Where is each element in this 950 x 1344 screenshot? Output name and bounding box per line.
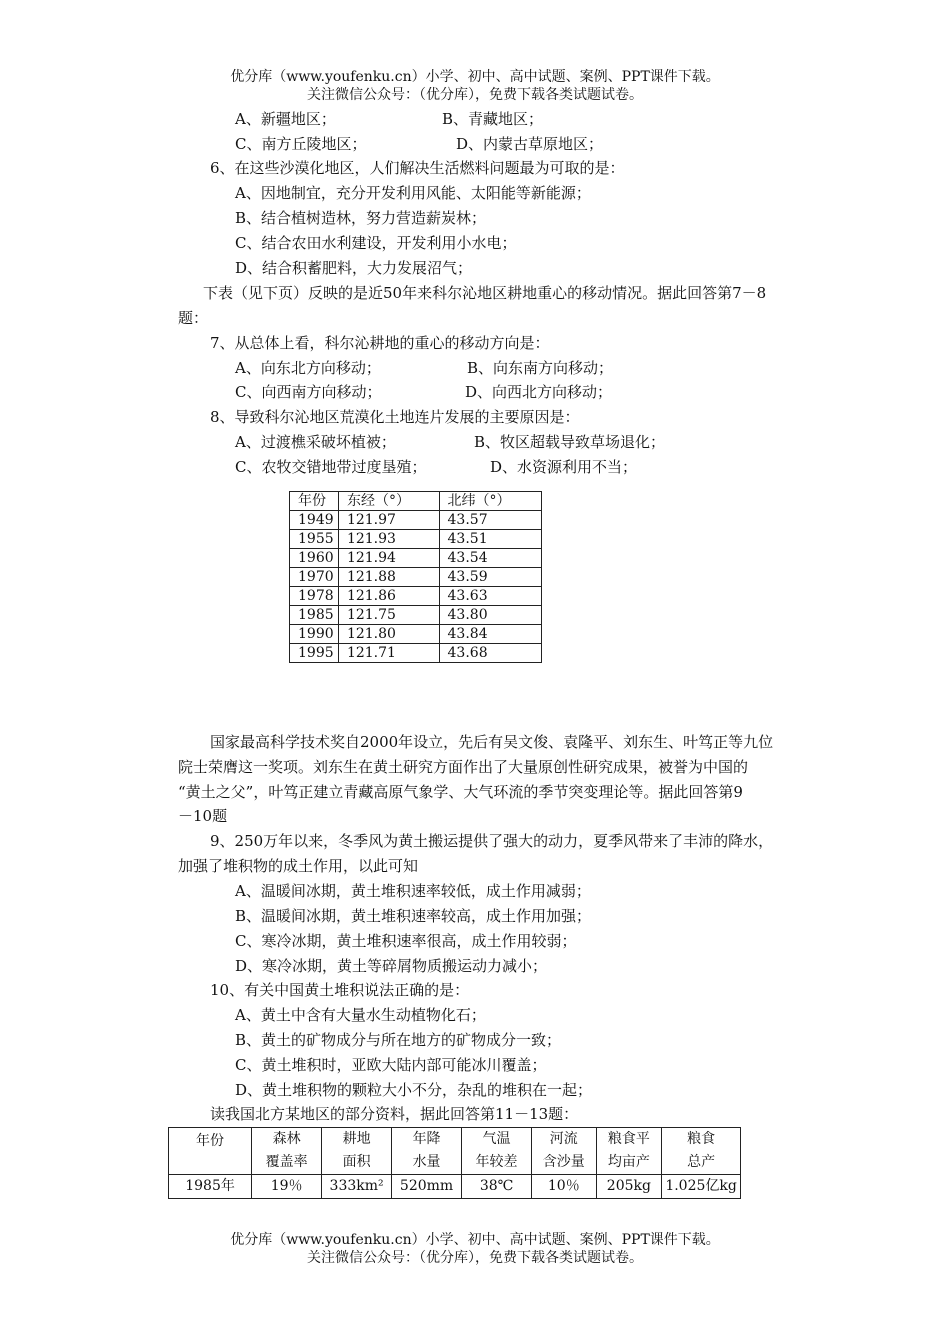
page-footer-line1: 优分库（www.youfenku.cn）小学、初中、高中试题、案例、PPT课件下载。 (230, 1232, 720, 1248)
table-row (290, 644, 542, 663)
q8-option-d: D、水资源利用不当； (490, 458, 638, 476)
q5-option-d: D、内蒙古草原地区； (456, 135, 604, 153)
latitude-cell: 43.51 (439, 530, 541, 549)
q7-stem: 7、从总体上看，科尔沁耕地的重心的移动方向是： (210, 334, 550, 352)
longitude-cell: 121.80 (338, 625, 439, 644)
longitude-cell: 121.88 (338, 568, 439, 587)
latitude-cell: 43.84 (439, 625, 541, 644)
table-row (290, 568, 542, 587)
q8-stem: 8、导致科尔沁地区荒漠化土地连片发展的主要原因是： (210, 408, 580, 426)
longitude-cell: 121.75 (338, 606, 439, 625)
intro-9-10-line3: “黄土之父”，叶笃正建立青藏高原气象学、大气环流的季节突变理论等。据此回答第9 (178, 783, 743, 801)
table-row (290, 625, 542, 644)
longitude-cell: 121.94 (338, 549, 439, 568)
year-cell: 1949 (290, 511, 339, 530)
q6-option-a: A、因地制宜，充分开发利用风能、太阳能等新能源； (235, 184, 591, 202)
latitude-cell: 43.57 (439, 511, 541, 530)
page-footer-line2: 关注微信公众号：（优分库），免费下载各类试题试卷。 (307, 1250, 643, 1266)
table-row (290, 587, 542, 606)
q7-option-c: C、向西南方向移动； (235, 383, 382, 401)
q9-option-c: C、寒冷冰期，黄土堆积速率很高，成土作用较弱； (235, 932, 577, 950)
table-row (290, 530, 542, 549)
q9-option-d: D、寒冷冰期，黄土等碎屑物质搬运动力减小； (235, 957, 548, 975)
table-header-row (290, 492, 542, 511)
cell-river-sediment: 10％ (532, 1175, 597, 1199)
year-cell: 1955 (290, 530, 339, 549)
intro-7-8-line1: 下表（见下页）反映的是近50年来科尔沁地区耕地重心的移动情况。据此回答第7－8 (203, 284, 767, 302)
intro-9-10-line1: 国家最高科学技术奖自2000年设立，先后有吴文俊、袁隆平、刘东生、叶笃正等九位 (210, 733, 774, 751)
latitude-cell: 43.63 (439, 587, 541, 606)
table-header-cell: 北纬（°） (439, 492, 541, 511)
q10-option-d: D、黄土堆积物的颗粒大小不分，杂乱的堆积在一起； (235, 1081, 593, 1099)
intro-9-10-line4: －10题 (178, 807, 228, 825)
cell-forest-coverage: 19％ (252, 1175, 322, 1199)
cell-farmland-area: 333km² (322, 1175, 392, 1199)
intro-11-13: 读我国北方某地区的部分资料，据此回答第11－13题： (210, 1105, 579, 1123)
table-row (169, 1175, 741, 1199)
header-annual-temp-range: 气温 年较差 (462, 1128, 532, 1175)
q7-option-a: A、向东北方向移动； (235, 359, 381, 377)
q9-option-b: B、温暖间冰期，黄土堆积速率较高，成土作用加强； (235, 907, 592, 925)
q10-option-a: A、黄土中含有大量水生动植物化石； (235, 1006, 486, 1024)
q10-option-c: C、黄土堆积时，亚欧大陆内部可能冰川覆盖； (235, 1056, 547, 1074)
header-farmland-area: 耕地 面积 (322, 1128, 392, 1175)
longitude-cell: 121.71 (338, 644, 439, 663)
cell-grain-total: 1.025亿kg (662, 1175, 741, 1199)
q9-option-a: A、温暖间冰期，黄土堆积速率较低，成土作用减弱； (235, 882, 591, 900)
longitude-cell: 121.97 (338, 511, 439, 530)
q8-option-a: A、过渡樵采破坏植被； (235, 433, 396, 451)
header-forest-coverage: 森林 覆盖率 (252, 1128, 322, 1175)
table-row (290, 549, 542, 568)
year-cell: 1995 (290, 644, 339, 663)
table-header-row (169, 1128, 741, 1175)
centroid-table (289, 491, 542, 663)
q6-option-c: C、结合农田水利建设，开发利用小水电； (235, 234, 517, 252)
header-annual-precipitation: 年降 水量 (392, 1128, 462, 1175)
longitude-cell: 121.86 (338, 587, 439, 606)
cell-annual-temp-range: 38℃ (462, 1175, 532, 1199)
table-row (290, 606, 542, 625)
page-header-line2: 关注微信公众号：（优分库），免费下载各类试题试卷。 (307, 87, 643, 103)
page-header-line1: 优分库（www.youfenku.cn）小学、初中、高中试题、案例、PPT课件下载。 (230, 69, 720, 85)
header-river-sediment: 河流 含沙量 (532, 1128, 597, 1175)
year-cell: 1978 (290, 587, 339, 606)
q9-stem-line2: 加强了堆积物的成土作用，以此可知 (178, 857, 419, 875)
intro-7-8-line2: 题： (178, 309, 209, 327)
table-header-cell: 年份 (290, 492, 339, 511)
cell-annual-precipitation: 520mm (392, 1175, 462, 1199)
year-cell: 1985 (290, 606, 339, 625)
intro-9-10-line2: 院士荣膺这一奖项。刘东生在黄土研究方面作出了大量原创性研究成果，被誉为中国的 (178, 758, 749, 776)
cell-grain-yield-per-mu: 205kg (596, 1175, 662, 1199)
year-cell: 1970 (290, 568, 339, 587)
q8-option-b: B、牧区超载导致草场退化； (474, 433, 666, 451)
longitude-cell: 121.93 (338, 530, 439, 549)
cell-year: 1985年 (169, 1175, 252, 1199)
latitude-cell: 43.68 (439, 644, 541, 663)
year-cell: 1990 (290, 625, 339, 644)
q8-option-c: C、农牧交错地带过度垦殖； (235, 458, 427, 476)
q7-option-b: B、向东南方向移动； (467, 359, 614, 377)
q5-option-b: B、青藏地区； (442, 110, 544, 128)
header-grain-yield-per-mu: 粮食平 均亩产 (596, 1128, 662, 1175)
table-header-cell: 东经（°） (338, 492, 439, 511)
q10-option-b: B、黄土的矿物成分与所在地方的矿物成分一致； (235, 1031, 562, 1049)
latitude-cell: 43.54 (439, 549, 541, 568)
q5-option-c: C、南方丘陵地区； (235, 135, 367, 153)
latitude-cell: 43.80 (439, 606, 541, 625)
q6-option-b: B、结合植树造林，努力营造薪炭林； (235, 209, 487, 227)
q5-option-a: A、新疆地区； (235, 110, 336, 128)
region-data-table (168, 1127, 741, 1199)
header-year: 年份 (169, 1128, 252, 1175)
q6-option-d: D、结合积蓄肥料，大力发展沼气； (235, 259, 473, 277)
q10-stem: 10、有关中国黄土堆积说法正确的是： (210, 981, 470, 999)
header-grain-total: 粮食 总产 (662, 1128, 741, 1175)
year-cell: 1960 (290, 549, 339, 568)
table-row (290, 511, 542, 530)
q9-stem-line1: 9、250万年以来，冬季风为黄土搬运提供了强大的动力，夏季风带来了丰沛的降水， (210, 832, 774, 850)
q6-stem: 6、在这些沙漠化地区，人们解决生活燃料问题最为可取的是： (210, 159, 625, 177)
q7-option-d: D、向西北方向移动； (465, 383, 613, 401)
latitude-cell: 43.59 (439, 568, 541, 587)
